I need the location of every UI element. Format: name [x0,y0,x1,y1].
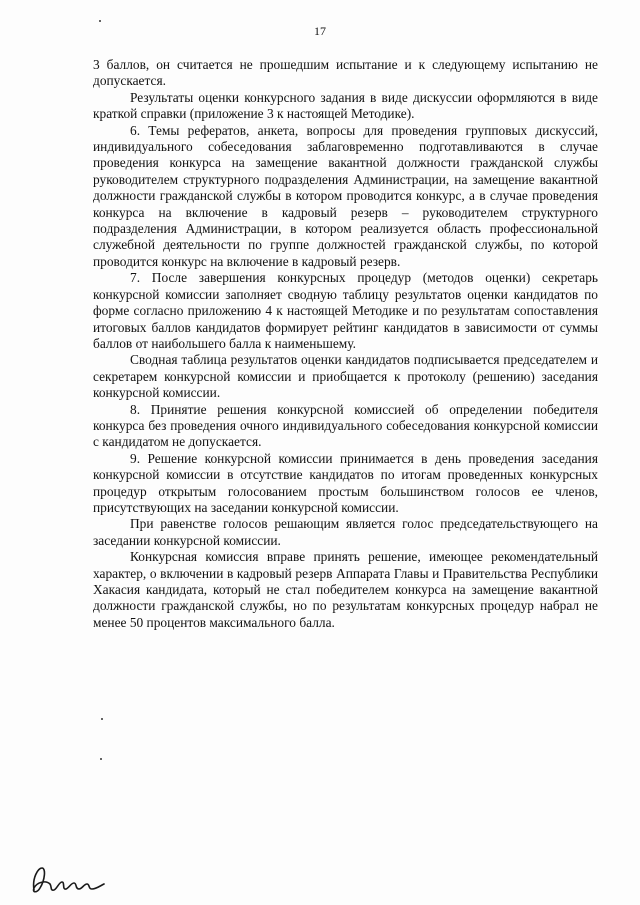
scan-speck [100,758,102,760]
paragraph: 8. Принятие решения конкурсной комиссией об определении победителя конкурса без проведения очного индивидуального собеседования конкурсной комиссии с кандидатом не допускается. [93,401,598,450]
page-number: 17 [314,24,326,38]
scan-speck [101,718,103,720]
paragraph: При равенстве голосов решающим является голос председательствующего на заседании конкурсной комиссии. [93,516,598,548]
paragraph: 3 баллов, он считается не прошедшим испытание и к следующему испытанию не допускается. [93,57,598,89]
paragraph: 9. Решение конкурсной комиссии принимается в день проведения заседания конкурсной комиссии в отсутствие кандидатов по итогам проведенных конкурсных процедур открытым голосованием простым большинством голосов ее членов, присутствующих на заседании конкурсной комиссии. [93,450,598,515]
paragraph: Результаты оценки конкурсного задания в виде дискуссии оформляются в виде краткой справки (приложение 3 к настоящей Методике). [93,89,598,122]
signature-initials [28,862,108,896]
paragraph: 6. Темы рефератов, анкета, вопросы для проведения групповых дискуссий, индивидуального собеседования заблаговременно подготавливаются в случае проведения конкурса на замещение вакантной должности гражданской службы руководителем структурного подразделения Администрации, на замещение вакантной должности гражданской службы в котором проводится конкурс, а в случае проведения конкурса на включение в кадровый резерв – руководителем структурного подразделения Администрации, в котором реализуется область профессиональной служебной деятельности по группе должностей гражданской службы, по которой проводится конкурс на включение в кадровый резерв. [93,122,598,269]
paragraph: 7. После завершения конкурсных процедур (методов оценки) секретарь конкурсной комиссии заполняет сводную таблицу результатов оценки кандидатов по форме согласно приложению 4 к настоящей Методике и по результатам сопоставления итоговых баллов кандидатов формирует рейтинг кандидатов в зависимости от суммы баллов от наибольшего балла к наименьшему. [93,270,598,351]
document-body [93,57,598,631]
scan-speck [99,20,101,22]
paragraph: Конкурсная комиссия вправе принять решение, имеющее рекомендательный характер, о включении в кадровый резерв Аппарата Главы и Правительства Республики Хакасия кандидата, который не стал победителем конкурса на замещение вакантной должности гражданской службы, но по результатам конкурсных процедур набрал не менее 50 процентов максимального балла. [93,549,598,630]
paragraph: Сводная таблица результатов оценки кандидатов подписывается председателем и секретарем конкурсной комиссии и приобщается к протоколу (решению) заседания конкурсной комиссии. [93,352,598,401]
